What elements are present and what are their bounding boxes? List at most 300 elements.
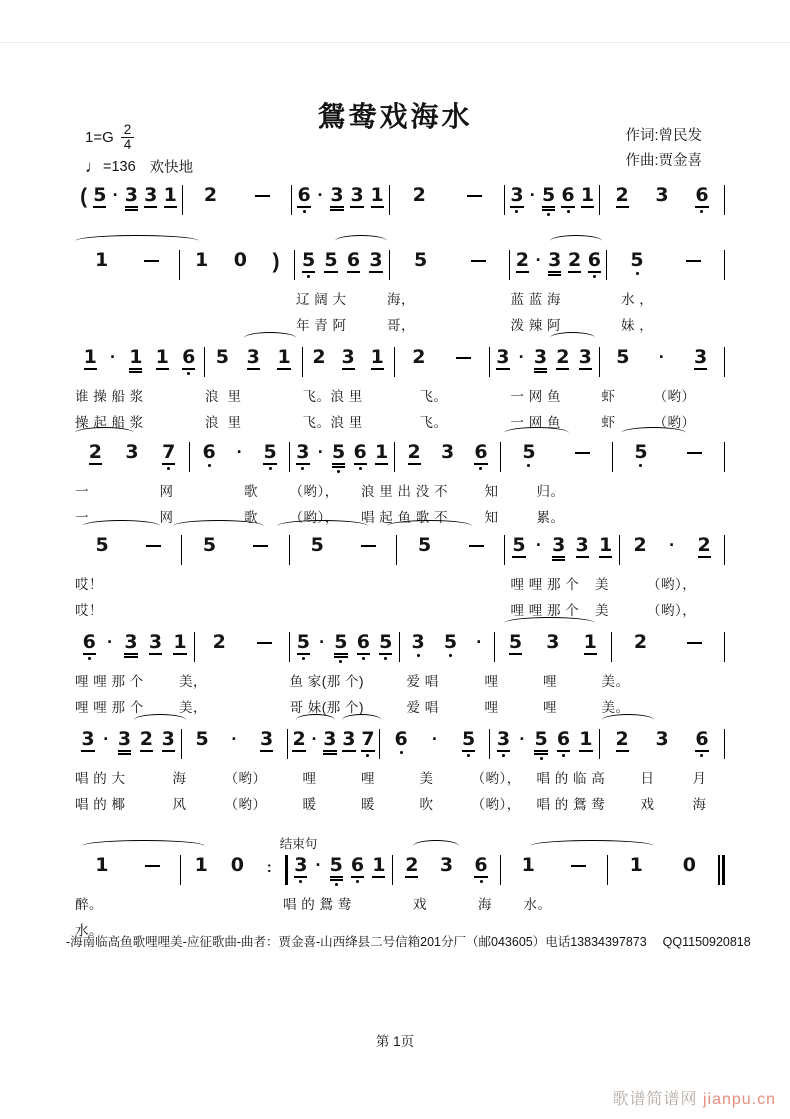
note-digit: 1 (372, 854, 386, 876)
note-digit: 3 (694, 346, 708, 368)
note-digit: 3 (439, 854, 454, 876)
note-digit: 3 (260, 728, 274, 750)
beam-underline (84, 368, 97, 370)
beam-underline (588, 271, 601, 273)
note-digit: 6 (350, 854, 365, 876)
note (297, 185, 310, 213)
measure (620, 535, 725, 565)
notes-row (75, 442, 725, 476)
slur-layer (75, 233, 725, 248)
note (156, 347, 169, 370)
lyric-segment: 戏 (413, 897, 427, 912)
note-digit: 6 (202, 441, 216, 463)
note-digit: 5 (310, 534, 324, 556)
beam-underline (474, 463, 487, 465)
watermark-site: 歌谱简谱网 (612, 1091, 703, 1108)
note (510, 185, 523, 213)
beam-underline (369, 271, 382, 273)
lyric-segment: 爱 唱 (406, 700, 439, 715)
octave-dot (400, 751, 403, 754)
measure (181, 855, 288, 885)
note-digit: 3 (510, 184, 524, 206)
lyric-segment: 哩 哩 那 个 (75, 700, 144, 715)
dash-extender (255, 195, 270, 197)
beam-underline (334, 656, 347, 658)
slur-arc (82, 840, 206, 852)
beam-underline (263, 463, 276, 465)
duration-dot: · (315, 855, 322, 875)
dash-extender (687, 452, 702, 454)
beam-underline (277, 368, 290, 370)
note (144, 185, 157, 208)
beam-underline (552, 559, 565, 561)
note (334, 632, 347, 663)
beam-underline (342, 750, 355, 752)
beam-underline (351, 876, 364, 878)
beam-underline (405, 876, 418, 878)
duration-dot: · (319, 632, 326, 652)
note-digit: 3 (117, 728, 132, 750)
lyric-segment: 一 (75, 484, 89, 499)
note (213, 632, 226, 652)
note-digit: 3 (161, 728, 175, 750)
beam-underline (124, 656, 137, 658)
lyric-segment: 哩 (543, 700, 557, 715)
slur-layer (75, 518, 725, 533)
slur-layer (75, 615, 725, 630)
note (412, 347, 425, 367)
lyric-segment: 海 (478, 897, 492, 912)
note (162, 442, 175, 470)
beam-underline (124, 653, 137, 655)
note-digit: 3 (296, 441, 310, 463)
octave-dot (303, 210, 306, 213)
octave-dot (337, 470, 340, 473)
note (557, 729, 570, 757)
note (412, 632, 425, 657)
measure (303, 347, 395, 377)
slur-layer (75, 330, 725, 345)
note (173, 632, 186, 655)
lyric-segment: 歌 (244, 484, 258, 499)
note (546, 632, 559, 652)
beam-underline (496, 368, 509, 370)
note-digit: 1 (194, 854, 208, 876)
note-digit: 3 (575, 534, 589, 556)
note (89, 442, 102, 465)
beam-underline (125, 206, 138, 208)
key-label: 1=G (85, 128, 114, 146)
beam-underline (294, 876, 307, 878)
lyric-segment: （哟） (224, 797, 267, 812)
lyric-segment: 唱 的 大 (75, 771, 126, 786)
lyric-segment: 美 (595, 577, 609, 592)
note (418, 535, 431, 555)
beam-underline (164, 206, 177, 208)
octave-dot (527, 464, 530, 467)
lyric-segment: 唱 的 临 高 (536, 771, 606, 786)
note-digit: 3 (578, 346, 592, 368)
note-digit: 3 (341, 346, 355, 368)
measure (288, 855, 392, 885)
slur-arc (413, 840, 459, 852)
measure (490, 729, 600, 759)
system-4 (75, 410, 725, 525)
lyric-segment: 海 (692, 797, 707, 812)
measure (608, 855, 719, 885)
note (440, 855, 453, 875)
meter-numerator: 2 (121, 123, 135, 138)
beam-underline (297, 653, 310, 655)
note (542, 185, 555, 216)
octave-dot (362, 657, 365, 660)
beam-underline (698, 556, 711, 558)
note (413, 185, 426, 205)
duration-dot: · (317, 442, 324, 462)
beam-underline (173, 653, 186, 655)
lyric-segment: 谁 操 船 浆 (75, 389, 144, 404)
note-digit: 1 (580, 184, 595, 206)
lyric-segment: 知 (484, 510, 499, 525)
octave-dot (307, 275, 310, 278)
dash-extender (253, 545, 268, 547)
note-digit: 1 (173, 631, 187, 653)
beam-underline (579, 368, 592, 370)
beam-underline (323, 750, 336, 752)
note (522, 855, 535, 875)
beam-underline (347, 271, 360, 273)
beam-underline (512, 556, 525, 558)
note-digit: 3 (548, 249, 562, 271)
note (182, 347, 195, 375)
octave-dot (540, 757, 543, 760)
dash-extender (687, 642, 702, 644)
note-digit: 1 (598, 534, 613, 556)
lyric-segment: 泼 辣 阿 (510, 318, 562, 333)
lyricist-credit: 作词:曾民发 (625, 128, 702, 144)
note-digit: 5 (93, 184, 107, 206)
measure (607, 250, 725, 280)
lyric-segment: （哟） (224, 771, 267, 786)
duration-dot: · (110, 347, 117, 367)
note-digit: 2 (405, 854, 419, 876)
lyric-segment: 美。 (601, 700, 630, 715)
beam-underline (292, 750, 305, 752)
note (414, 250, 427, 270)
note-digit: 1 (277, 346, 291, 368)
note-digit: 3 (350, 184, 364, 206)
lyric-segment: 爱 唱 (406, 674, 439, 689)
note-digit: 1 (375, 441, 389, 463)
final-barline (719, 855, 725, 885)
beam-underline (149, 653, 162, 655)
lyric-segment: 哩 (543, 674, 557, 689)
slur-arc (504, 617, 595, 629)
note (616, 347, 629, 367)
beam-underline (162, 463, 175, 465)
note-digit: 3 (552, 534, 566, 556)
lyric-segment: 哩 哩 那 个 (75, 674, 144, 689)
note (474, 442, 487, 470)
slur-arc (530, 840, 654, 852)
lyric-segment: 浪 里 (205, 389, 242, 404)
note-digit: 0 (233, 249, 248, 271)
duration-dot: · (535, 250, 542, 270)
time-signature (121, 123, 135, 152)
beam-underline (330, 206, 343, 208)
notes-row (75, 855, 725, 889)
beam-underline (129, 368, 142, 370)
measure (75, 855, 181, 885)
note-digit: 5 (413, 249, 428, 271)
duration-dot: · (236, 442, 243, 462)
lyric-segment: 哎！ (75, 577, 103, 592)
note (497, 729, 510, 757)
note (474, 855, 487, 883)
lyric-segment: 水。 (523, 897, 552, 912)
note (462, 729, 475, 757)
lyric-segment: 鱼 家(那 个) (289, 674, 364, 689)
note-digit: 1 (583, 631, 597, 653)
lyric-segment: 美 (595, 603, 609, 618)
duration-dot: · (658, 347, 665, 367)
note (561, 185, 574, 213)
note (634, 535, 647, 555)
note-digit: 1 (370, 184, 384, 206)
note-digit: 3 (124, 631, 138, 653)
measure (290, 535, 397, 565)
note (548, 250, 561, 276)
note-digit: 6 (474, 441, 488, 463)
octave-dot (302, 657, 305, 660)
lyric-segment: （哟） (653, 415, 696, 430)
note-digit: 2 (292, 728, 306, 750)
lyric-segment: 哩 (484, 674, 499, 689)
note-digit: 7 (361, 728, 375, 750)
slur-arc (75, 235, 199, 247)
note (369, 250, 382, 273)
note-digit: 5 (332, 441, 346, 463)
note-digit: 3 (440, 441, 455, 463)
note-digit: 5 (334, 631, 348, 653)
note (260, 729, 273, 752)
measure (195, 632, 290, 662)
beam-underline (140, 750, 153, 752)
lyric-segment: 妹 ， (621, 318, 654, 333)
note (579, 729, 592, 752)
lyric-segment: 一 网 鱼 (510, 389, 562, 404)
measure (75, 347, 205, 377)
note-digit: 6 (394, 728, 408, 750)
beam-underline (93, 206, 106, 208)
note (350, 185, 363, 208)
measure (495, 632, 612, 662)
lyric-segment: （哟）， (471, 797, 521, 812)
note-digit: 3 (148, 631, 163, 653)
beam-underline (182, 368, 195, 370)
note-digit: 5 (418, 534, 432, 556)
octave-dot (299, 880, 302, 883)
notes-row (75, 250, 725, 284)
duration-dot: · (529, 185, 536, 205)
beam-underline (330, 879, 343, 881)
beam-underline (616, 750, 629, 752)
note (444, 632, 457, 657)
beam-underline (408, 463, 421, 465)
measure (75, 535, 182, 565)
page-number: 第 1页 (375, 1034, 415, 1049)
slur-layer (75, 425, 725, 440)
beam-underline (361, 750, 374, 752)
lyric-segment: 海 (172, 771, 187, 786)
note-digit: 3 (323, 728, 337, 750)
octave-dot (269, 467, 272, 470)
note-digit: 1 (370, 346, 384, 368)
measure (490, 347, 600, 377)
slur-arc (173, 520, 264, 532)
measure (190, 442, 290, 472)
beam-underline (510, 206, 523, 208)
duration-dot: · (317, 185, 324, 205)
octave-dot (359, 467, 362, 470)
beam-underline (297, 206, 310, 208)
note (204, 185, 217, 205)
beam-underline (695, 206, 708, 208)
notes-row (75, 729, 725, 763)
note-digit: 3 (496, 728, 511, 750)
measure (505, 185, 600, 215)
octave-dot (335, 883, 338, 886)
duration-dot: · (311, 729, 318, 749)
beam-underline (534, 368, 547, 370)
beam-underline (89, 463, 102, 465)
note-digit: 5 (202, 534, 217, 556)
duration-dot: · (107, 632, 114, 652)
note-digit: 5 (263, 441, 277, 463)
lyric-segment: 飞。浪 里 (302, 415, 363, 430)
dash-extender (467, 195, 482, 197)
slur-arc (244, 332, 296, 344)
page-top-edge (0, 42, 790, 43)
note-digit: 2 (615, 728, 629, 750)
note-digit: 2 (203, 184, 218, 206)
note (231, 855, 244, 875)
slur-arc (296, 714, 335, 726)
note (118, 729, 131, 755)
note (164, 185, 177, 208)
footer-note: -海南临高鱼歌哩哩美-应征歌曲-曲者：贾金喜-山西绛县二号信箱201分厂（邮043605）电话13834397873 QQ1150920818 (66, 935, 751, 949)
lyric-segment: 唱 起 鱼 歌 不 (361, 510, 449, 525)
lyric-segment: 水 ， (621, 292, 654, 307)
lyric-segment: 浪 里 出 没 不 (361, 484, 449, 499)
octave-dot (301, 467, 304, 470)
lyric-segment: 吹 (419, 797, 434, 812)
octave-dot (366, 754, 369, 757)
note-digit: 6 (695, 728, 709, 750)
note (371, 185, 384, 208)
beam-underline (552, 556, 565, 558)
note (579, 347, 592, 370)
measure (205, 347, 303, 377)
note (323, 729, 336, 755)
note-digit: 5 (616, 346, 630, 368)
octave-dot (567, 210, 570, 213)
note (81, 729, 94, 752)
note-digit: 3 (246, 346, 260, 368)
note (375, 442, 388, 465)
lyric-segment: 唱 的 椰 (75, 797, 126, 812)
beam-underline (497, 750, 510, 752)
measure (395, 347, 490, 377)
beam-underline (162, 750, 175, 752)
duration-dot: · (669, 535, 676, 555)
octave-dot (515, 210, 518, 213)
note-digit: 2 (139, 728, 153, 750)
note (332, 442, 345, 473)
beam-underline (118, 750, 131, 752)
beam-underline (581, 206, 594, 208)
dash-extender (456, 357, 471, 359)
note (372, 855, 385, 878)
beam-underline (509, 653, 522, 655)
dash-extender (361, 545, 376, 547)
beam-underline (556, 368, 569, 370)
note-digit: 3 (342, 728, 356, 750)
note-digit: 5 (443, 631, 458, 653)
duration-dot: · (231, 729, 238, 749)
note-digit: 1 (95, 249, 109, 271)
beam-underline (260, 750, 273, 752)
beam-underline (584, 653, 597, 655)
note (294, 855, 307, 883)
beam-underline (334, 653, 347, 655)
note (311, 535, 324, 555)
watermark (613, 1086, 777, 1109)
note (584, 632, 597, 655)
dash-extender (471, 260, 486, 262)
note (616, 729, 629, 752)
octave-dot (356, 880, 359, 883)
beam-underline (534, 371, 547, 373)
note (588, 250, 601, 278)
lyric-segment: 美， (179, 674, 207, 689)
note-digit: 5 (522, 441, 536, 463)
beam-underline (375, 463, 388, 465)
note (405, 855, 418, 878)
note (95, 855, 108, 875)
key-signature (85, 120, 193, 154)
octave-dot (547, 213, 550, 216)
octave-dot (502, 754, 505, 757)
note (93, 185, 106, 208)
note (534, 729, 547, 760)
octave-dot (467, 754, 470, 757)
measure (75, 442, 190, 472)
notes-row (75, 632, 725, 666)
note (342, 729, 355, 752)
beam-underline (542, 209, 555, 211)
note (516, 250, 529, 273)
note (124, 632, 137, 658)
lyric-segment: 醉。 (75, 897, 103, 912)
note-digit: 6 (474, 854, 488, 876)
measure (390, 185, 505, 215)
dash-extender (469, 545, 484, 547)
lyric-segment: 哩 哩 那 个 (510, 603, 580, 618)
note-digit: 1 (129, 346, 143, 368)
lyric-segment: 海， (387, 292, 415, 307)
note-digit: 3 (369, 249, 383, 271)
